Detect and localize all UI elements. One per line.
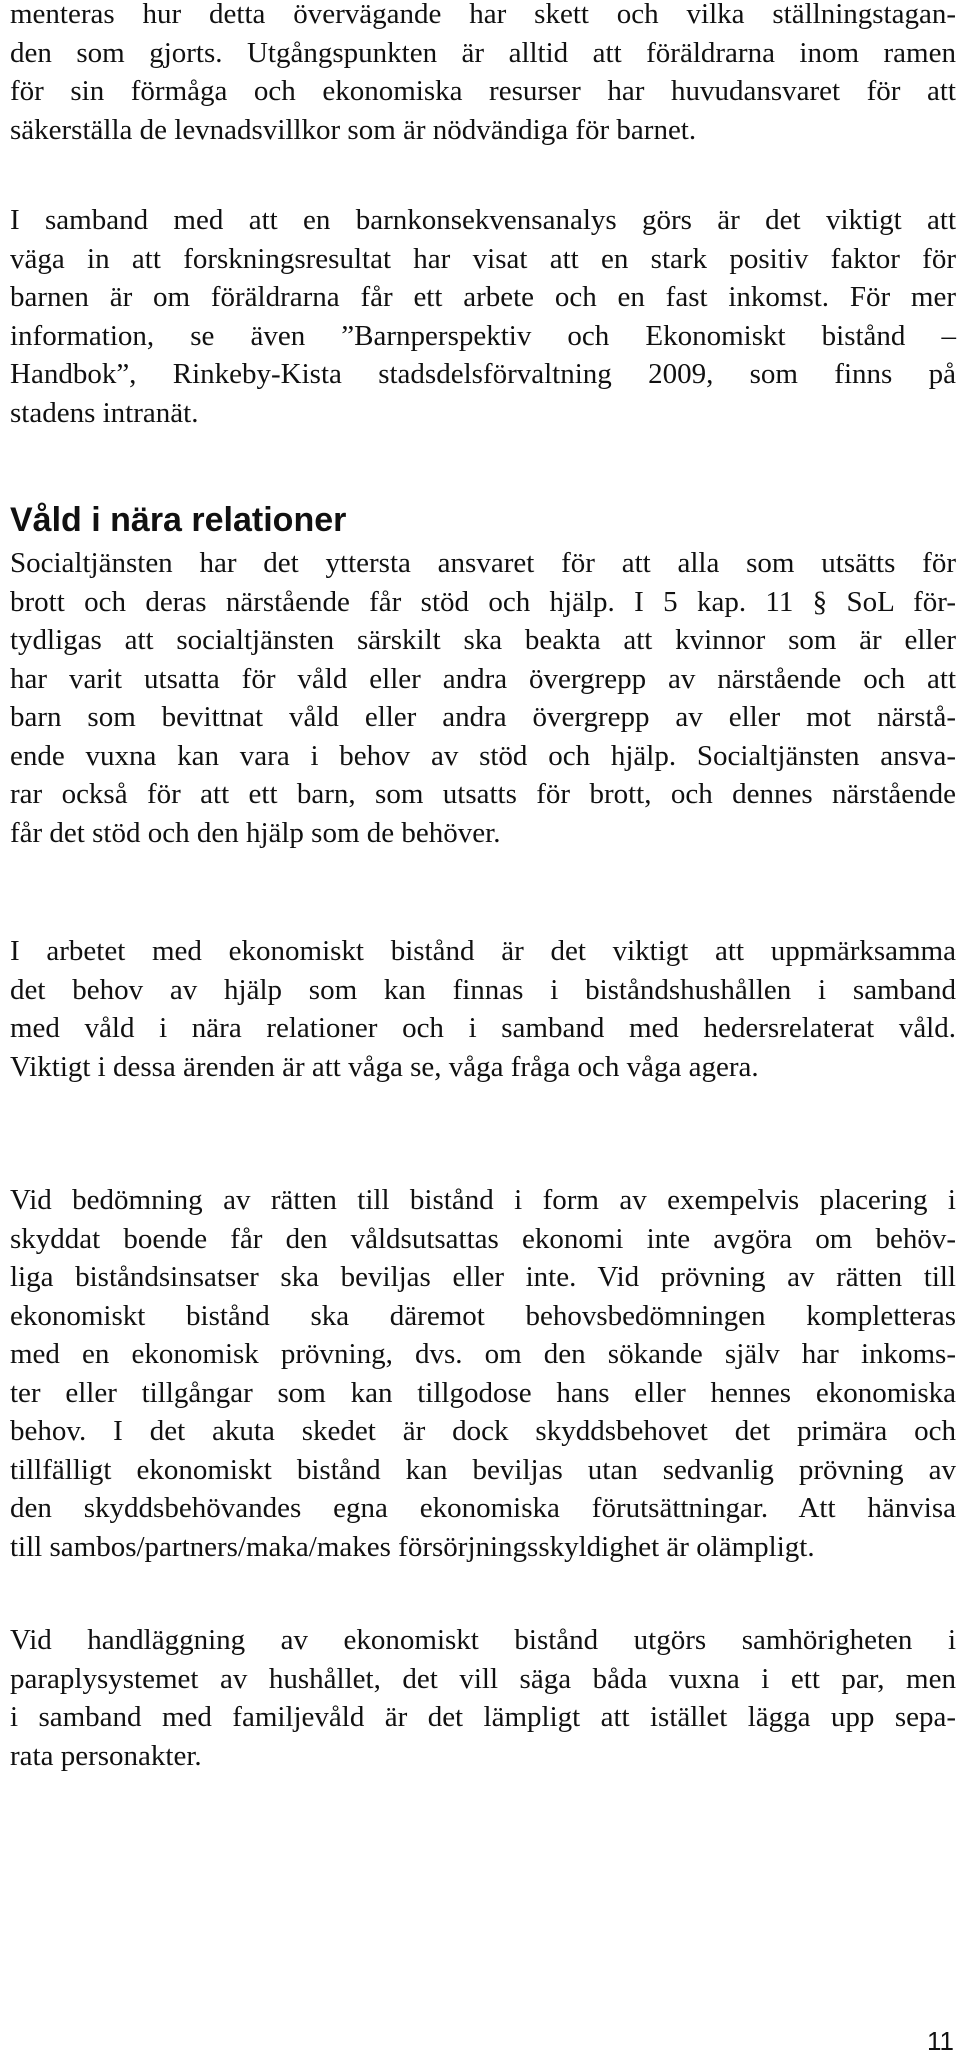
section-heading: Våld i nära relationer: [10, 501, 347, 539]
text-line: säkerställa de levnadsvillkor som är nödvändiga för barnet.: [10, 113, 697, 146]
text-line: med våld i nära relationer och i samband med hedersrelaterat våld.: [10, 1012, 956, 1044]
page-number: 11: [927, 2026, 954, 2056]
text-line: för sin förmåga och ekonomiska resurser har huvudansvaret för att: [10, 75, 956, 107]
paragraph-intro-continuation: [10, 0, 956, 149]
text-line: skyddat boende får den våldsutsattas ekonomi inte avgöra om behöv-: [10, 1222, 956, 1255]
text-line: menteras hur detta övervägande har skett och vilka ställningstagan-: [10, 0, 956, 30]
text-line: ekonomiskt bistånd ska däremot behovsbedömningen kompletteras: [10, 1299, 956, 1332]
paragraph-bedomning-ratten-till-bistand: [10, 1181, 956, 1566]
text-line: Handbok”, Rinkeby-Kista stadsdelsförvaltning 2009, som finns på: [10, 358, 956, 390]
text-line: väga in att forskningsresultat har visat att en stark positiv faktor för: [10, 242, 956, 275]
text-line: information, se även ”Barnperspektiv och Ekonomiskt bistånd –: [10, 319, 956, 352]
text-line: med en ekonomisk prövning, dvs. om den sökande själv har inkoms-: [10, 1338, 956, 1370]
text-line: får det stöd och den hjälp som de behöver.: [10, 816, 501, 849]
text-line: ter eller tillgångar som kan tillgodose hans eller hennes ekonomiska: [10, 1376, 956, 1409]
text-line: den som gjorts. Utgångspunkten är alltid att föräldrarna inom ramen: [10, 36, 956, 69]
paragraph-handlaggning-paraplysystemet: [10, 1621, 956, 1775]
text-line: i samband med familjevåld är det lämpligt att istället lägga upp sepa-: [10, 1701, 956, 1733]
text-line: barn som bevittnat våld eller andra övergrepp av eller mot närstå-: [10, 701, 956, 733]
text-line: behov. I det akuta skedet är dock skyddsbehovet det primära och: [10, 1415, 956, 1447]
text-line: I arbetet med ekonomiskt bistånd är det viktigt att uppmärksamma: [10, 935, 956, 967]
paragraph-barnkonsekvensanalys: [10, 201, 956, 432]
text-line: det behov av hjälp som kan finnas i biståndshushållen i samband: [10, 973, 956, 1006]
text-line: ende vuxna kan vara i behov av stöd och hjälp. Socialtjänsten ansva-: [10, 739, 956, 772]
text-line: paraplysystemet av hushållet, det vill säga båda vuxna i ett par, men: [10, 1662, 956, 1695]
text-line: till sambos/partners/maka/makes försörjningsskyldighet är olämpligt.: [10, 1530, 815, 1563]
text-line: Vid handläggning av ekonomiskt bistånd utgörs samhörigheten i: [10, 1624, 956, 1656]
text-line: I samband med att en barnkonsekvensanalys görs är det viktigt att: [10, 204, 956, 236]
text-line: rar också för att ett barn, som utsatts för brott, och dennes närstående: [10, 778, 956, 810]
text-line: Vid bedömning av rätten till bistånd i form av exempelvis placering i: [10, 1184, 956, 1216]
paragraph-arbetet-ekonomiskt-bistand: [10, 932, 956, 1086]
text-line: stadens intranät.: [10, 396, 199, 429]
text-line: rata personakter.: [10, 1739, 202, 1772]
text-line: brott och deras närstående får stöd och hjälp. I 5 kap. 11 § SoL för-: [10, 585, 956, 618]
text-line: barnen är om föräldrarna får ett arbete och en fast inkomst. För mer: [10, 281, 956, 313]
text-line: tillfälligt ekonomiskt bistånd kan beviljas utan sedvanlig prövning av: [10, 1453, 956, 1486]
text-line: liga biståndsinsatser ska beviljas eller inte. Vid prövning av rätten till: [10, 1261, 956, 1293]
text-line: den skyddsbehövandes egna ekonomiska förutsättningar. Att hänvisa: [10, 1492, 956, 1524]
text-line: tydligas att socialtjänsten särskilt ska beakta att kvinnor som är eller: [10, 624, 956, 656]
paragraph-socialtjansten-ansvar: [10, 544, 956, 852]
text-line: Viktigt i dessa ärenden är att våga se, våga fråga och våga agera.: [10, 1050, 759, 1083]
text-line: Socialtjänsten har det yttersta ansvaret för att alla som utsätts för: [10, 547, 956, 579]
text-line: har varit utsatta för våld eller andra övergrepp av närstående och att: [10, 662, 956, 695]
